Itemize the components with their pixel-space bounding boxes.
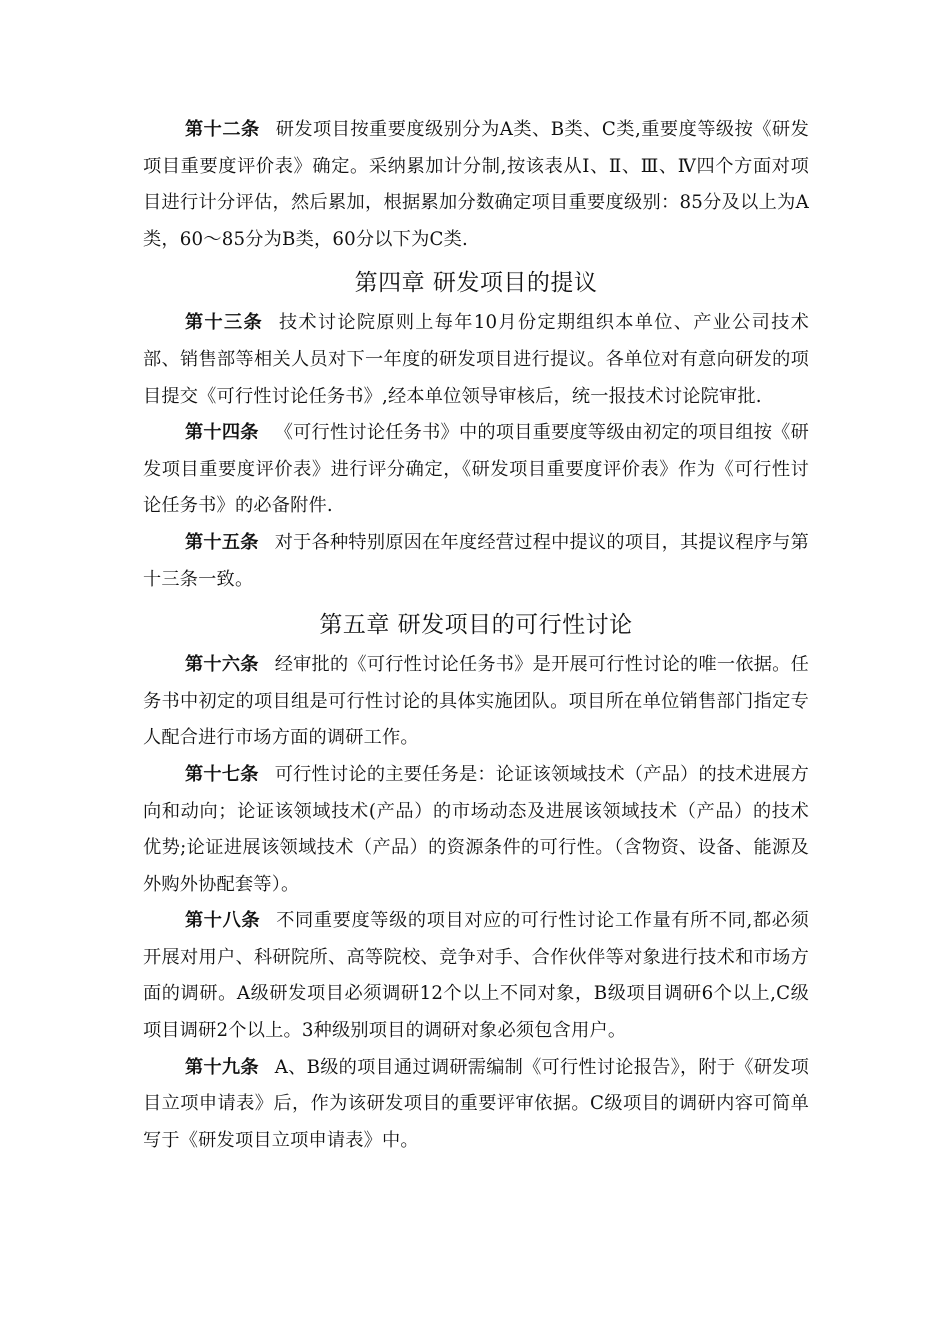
article-13	[143, 305, 809, 415]
article-text: 对于各种特别原因在年度经营过程中提议的项目，其提议程序与第十三条一致。	[143, 531, 809, 590]
article-label: 第十四条	[185, 422, 259, 444]
article-16	[143, 647, 809, 757]
article-label: 第十三条	[185, 312, 263, 334]
article-label: 第十五条	[185, 531, 259, 553]
article-18	[143, 903, 809, 1049]
article-label: 第十六条	[185, 654, 259, 676]
article-text: 研发项目按重要度级别分为A类、B类、C类,重要度等级按《研发项目重要度评价表》确定。采纳累加计分制,按该表从Ⅰ、Ⅱ、Ⅲ、Ⅳ四个方面对项目进行计分评估，然后累加，根据累加分数确定项目重要度级别：85分及以上为A类，60～85分为B类，60分以下为C类.	[143, 119, 809, 250]
chapter-heading-4: 第四章 研发项目的提议	[354, 270, 598, 297]
article-label: 第十九条	[185, 1056, 259, 1078]
chapter-heading-5: 第五章 研发项目的可行性讨论	[319, 612, 633, 639]
article-text: 经审批的《可行性讨论任务书》是开展可行性讨论的唯一依据。任务书中初定的项目组是可行性讨论的具体实施团队。项目所在单位销售部门指定专人配合进行市场方面的调研工作。	[143, 654, 809, 749]
article-17	[143, 757, 809, 903]
article-19	[143, 1050, 809, 1160]
article-label: 第十二条	[185, 119, 260, 140]
article-text: 可行性讨论的主要任务是：论证该领域技术（产品）的技术进展方向和动向；论证该领域技术(产品）的市场动态及进展该领域技术（产品）的技术优势;论证进展该领域技术（产品）的资源条件的可行性。（含物资、设备、能源及外购外协配套等）。	[143, 763, 809, 895]
article-text: A、B级的项目通过调研需编制《可行性讨论报告》，附于《研发项目立项申请表》后，作为该研发项目的重要评审依据。C级项目的调研内容可简单写于《研发项目立项申请表》中。	[143, 1056, 809, 1151]
article-label: 第十七条	[185, 763, 259, 785]
article-12	[143, 112, 809, 258]
article-text: 技术讨论院原则上每年10月份定期组织本单位、产业公司技术部、销售部等相关人员对下一年度的研发项目进行提议。各单位对有意向研发的项目提交《可行性讨论任务书》,经本单位领导审核后，统一报技术讨论院审批.	[143, 312, 809, 407]
article-text: 不同重要度等级的项目对应的可行性讨论工作量有所不同,都必须开展对用户、科研院所、高等院校、竞争对手、合作伙伴等对象进行技术和市场方面的调研。A级研发项目必须调研12个以上不同对象，B级项目调研6个以上,C级项目调研2个以上。3种级别项目的调研对象必须包含用户。	[143, 910, 809, 1042]
article-15	[143, 525, 809, 598]
article-14	[143, 415, 809, 525]
document-page	[143, 112, 809, 1159]
article-text: 《可行性讨论任务书》中的项目重要度等级由初定的项目组按《研发项目重要度评价表》进行评分确定，《研发项目重要度评价表》作为《可行性讨论任务书》的必备附件.	[143, 422, 809, 517]
article-label: 第十八条	[185, 910, 261, 932]
